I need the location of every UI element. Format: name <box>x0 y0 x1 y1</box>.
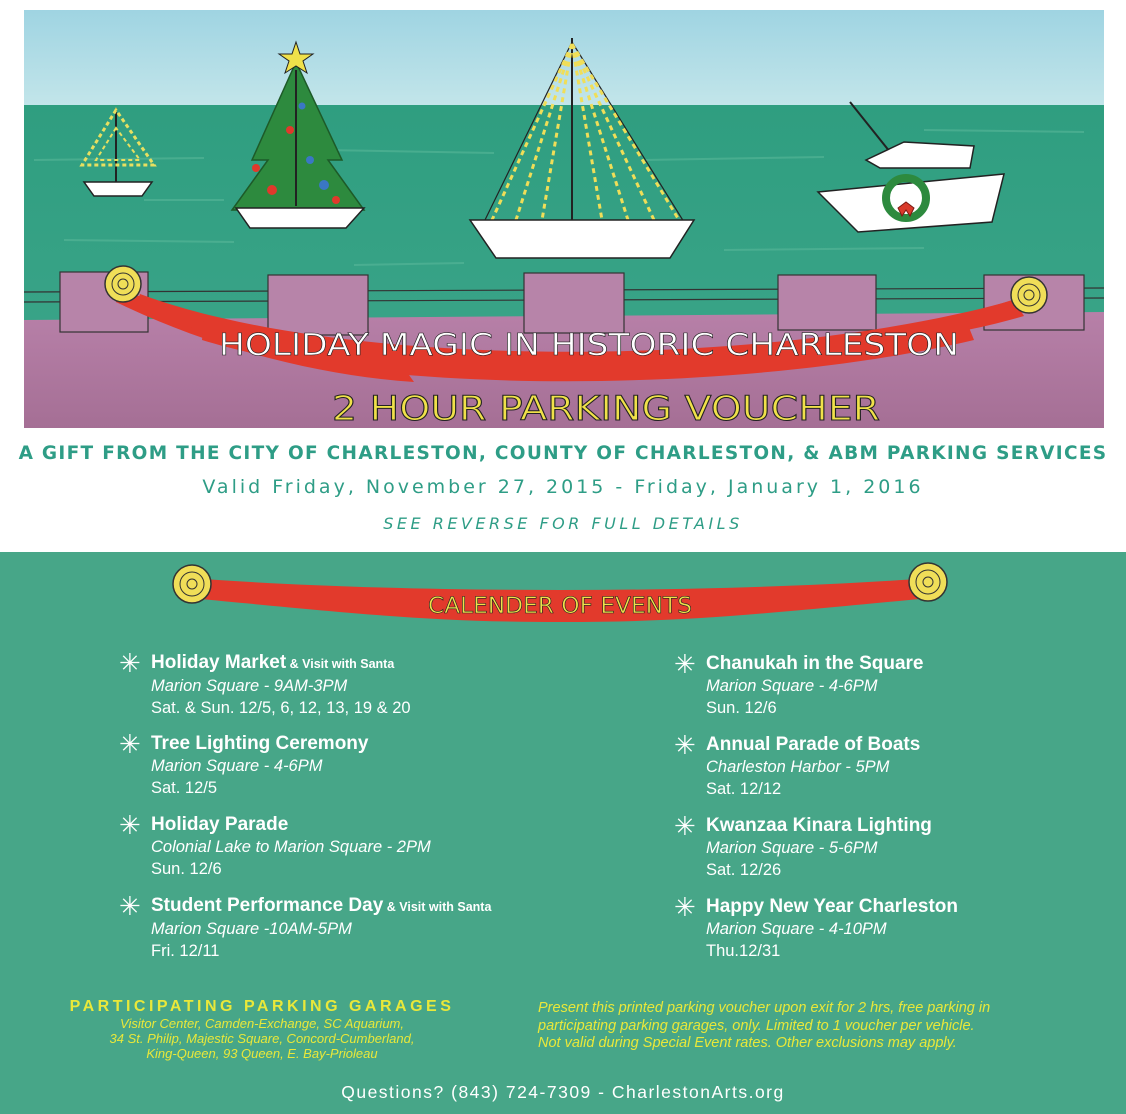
event-title: Annual Parade of Boats <box>706 734 921 755</box>
contact-line: Questions? (843) 724-7309 - CharlestonArts.org <box>341 1082 785 1102</box>
asterisk-icon: ✳ <box>119 810 141 840</box>
rosette-ornament-left <box>105 266 141 302</box>
event-location: Marion Square - 4-6PM <box>151 757 323 775</box>
event-item <box>674 811 932 881</box>
asterisk-icon: ✳ <box>674 730 696 760</box>
voucher-terms <box>538 1000 1098 1053</box>
asterisk-icon: ✳ <box>119 891 141 921</box>
voucher-title: 2 HOUR PARKING VOUCHER <box>332 389 880 428</box>
event-location: Colonial Lake to Marion Square - 2PM <box>151 838 431 856</box>
event-dates: Fri. 12/11 <box>151 942 220 960</box>
event-item <box>119 729 369 799</box>
event-location: Charleston Harbor - 5PM <box>706 758 890 776</box>
participating-garages <box>42 998 482 1061</box>
event-item <box>674 649 924 719</box>
event-location: Marion Square - 9AM-3PM <box>151 677 348 695</box>
terms-line: Not valid during Special Event rates. Other exclusions may apply. <box>538 1035 957 1051</box>
header-illustration <box>24 10 1104 428</box>
asterisk-icon: ✳ <box>119 648 141 678</box>
rosette-ornament-left <box>173 565 211 603</box>
garages-line: Visitor Center, Camden-Exchange, SC Aquarium, <box>120 1016 404 1031</box>
event-title: Happy New Year Charleston <box>706 896 959 917</box>
terms-line: participating parking garages, only. Limited to 1 voucher per vehicle. <box>538 1017 975 1034</box>
event-title: Holiday Market & Visit with Santa <box>151 652 395 673</box>
asterisk-icon: ✳ <box>119 729 141 759</box>
event-item <box>674 892 959 962</box>
event-dates: Sat. 12/5 <box>151 779 218 797</box>
terms-line: Present this printed parking voucher upon exit for 2 hrs, free parking in <box>538 1000 991 1016</box>
garages-line: King-Queen, 93 Queen, E. Bay-Prioleau <box>146 1046 378 1061</box>
event-item <box>119 648 411 719</box>
event-title: Tree Lighting Ceremony <box>151 733 369 754</box>
event-dates: Sat. 12/26 <box>706 861 782 879</box>
asterisk-icon: ✳ <box>674 649 696 679</box>
event-title: Student Performance Day & Visit with Santa <box>151 895 492 916</box>
event-item <box>674 730 921 800</box>
asterisk-icon: ✳ <box>674 892 696 922</box>
gift-line: A GIFT FROM THE CITY OF CHARLESTON, COUNTY OF CHARLESTON, & ABM PARKING SERVICES <box>18 443 1108 464</box>
rosette-ornament-right <box>1011 277 1047 313</box>
validity-dates: Valid Friday, November 27, 2015 - Friday, January 1, 2016 <box>202 476 924 498</box>
event-location: Marion Square - 5-6PM <box>706 839 878 857</box>
event-title: Kwanzaa Kinara Lighting <box>706 815 932 836</box>
garages-line: 34 St. Philip, Majestic Square, Concord-Cumberland, <box>109 1031 415 1046</box>
asterisk-icon: ✳ <box>674 811 696 841</box>
event-dates: Sat. 12/12 <box>706 780 782 798</box>
event-location: Marion Square -10AM-5PM <box>151 920 352 938</box>
event-title: Holiday Parade <box>151 814 289 835</box>
event-dates: Thu.12/31 <box>706 942 781 960</box>
event-dates: Sun. 12/6 <box>706 699 777 717</box>
harbor-scene <box>24 10 1104 428</box>
calendar-banner <box>0 552 1126 632</box>
events-panel <box>0 552 1126 1114</box>
see-reverse-note: SEE REVERSE FOR FULL DETAILS <box>383 514 743 533</box>
event-item <box>119 891 492 962</box>
event-location: Marion Square - 4-10PM <box>706 920 887 938</box>
rosette-ornament-right <box>909 563 947 601</box>
event-dates: Sat. & Sun. 12/5, 6, 12, 13, 19 & 20 <box>151 699 411 717</box>
event-item <box>119 810 431 880</box>
garages-heading: PARTICIPATING PARKING GARAGES <box>69 998 455 1015</box>
banner-title: HOLIDAY MAGIC IN HISTORIC CHARLESTON <box>219 328 959 363</box>
event-dates: Sun. 12/6 <box>151 860 222 878</box>
event-location: Marion Square - 4-6PM <box>706 677 878 695</box>
calendar-title: CALENDER OF EVENTS <box>428 594 692 619</box>
event-title: Chanukah in the Square <box>706 653 924 674</box>
